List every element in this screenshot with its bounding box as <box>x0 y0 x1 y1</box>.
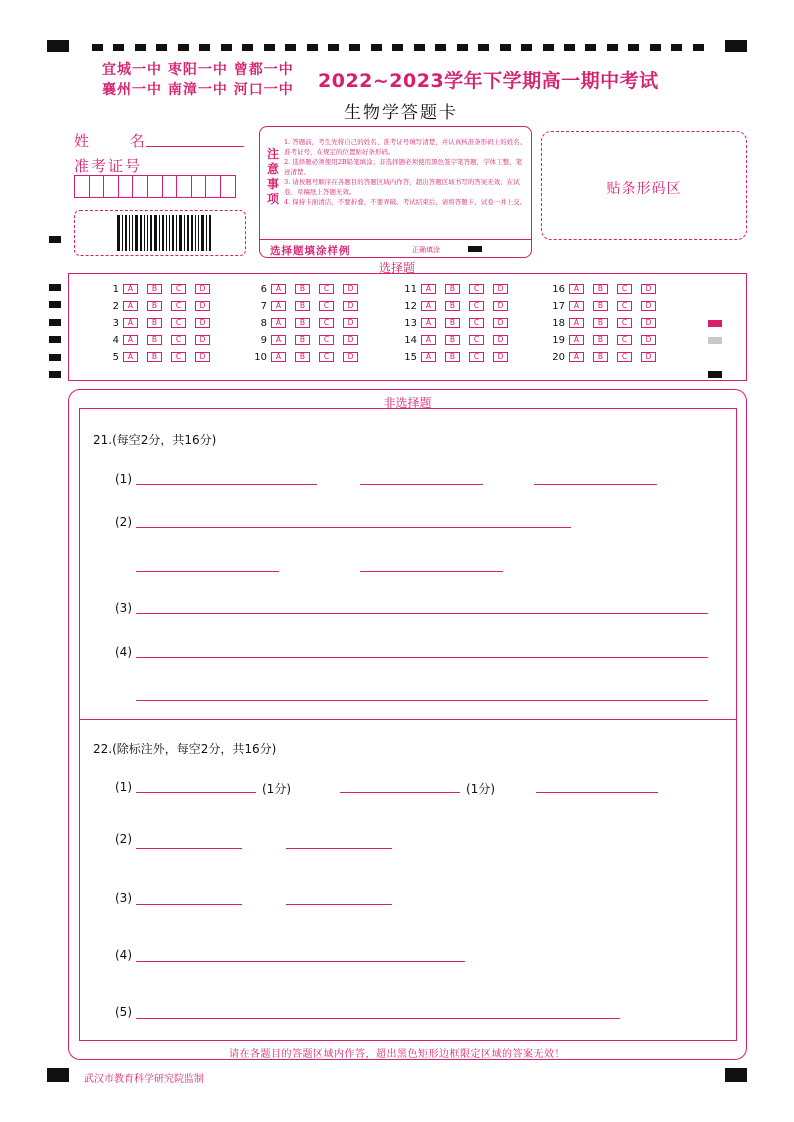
choice-question-3 <box>99 317 219 329</box>
option-bubble-d[interactable]: D <box>195 318 210 328</box>
option-bubble-a[interactable]: A <box>123 318 138 328</box>
choice-question-16 <box>545 283 665 295</box>
timing-dash <box>435 44 446 51</box>
q21-part-4-label: (4) <box>115 645 132 659</box>
exam-number-box[interactable] <box>118 175 134 198</box>
barcode-stripe <box>166 215 167 251</box>
choice-question-18 <box>545 317 665 329</box>
option-bubble-a[interactable]: A <box>271 335 286 345</box>
barcode-paste-area[interactable] <box>541 131 747 240</box>
correct-fill-label: 正确填涂 <box>412 246 440 254</box>
option-bubble-c[interactable]: C <box>617 318 632 328</box>
timing-dash <box>371 44 382 51</box>
timing-mark-row <box>92 44 704 51</box>
fill-sample-label: 选择题填涂样例 <box>270 245 351 257</box>
option-bubble-b[interactable]: B <box>295 318 310 328</box>
option-bubble-a[interactable]: A <box>569 335 584 345</box>
school-row-1: 宜城一中 枣阳一中 曾都一中 <box>102 62 294 78</box>
choice-question-4 <box>99 334 219 346</box>
option-bubble-b[interactable]: B <box>147 318 162 328</box>
timing-dash <box>199 44 210 51</box>
option-bubble-b[interactable]: B <box>295 352 310 362</box>
notice-item: 3. 请按题号顺序在各题目的答题区域内作答，超出答题区域书写的答案无效；在试卷、草稿纸上答题无效。 <box>284 178 520 196</box>
option-bubble-c[interactable]: C <box>469 352 484 362</box>
question-22-heading: 22.(除标注外，每空2分，共16分) <box>93 742 277 756</box>
option-bubble-b[interactable]: B <box>147 352 162 362</box>
timing-dash <box>693 44 704 51</box>
question-number: 1 <box>112 283 119 295</box>
barcode-stripe <box>201 215 204 251</box>
barcode-stripe <box>191 215 193 251</box>
q22-answer-line[interactable] <box>136 1018 620 1019</box>
option-bubble-d[interactable]: D <box>641 284 656 294</box>
q22-part-4-label: (4) <box>115 948 132 962</box>
barcode-stripe <box>144 215 145 251</box>
name-field[interactable] <box>146 146 244 147</box>
option-bubble-a[interactable]: A <box>421 284 436 294</box>
option-bubble-a[interactable]: A <box>421 352 436 362</box>
option-bubble-b[interactable]: B <box>445 284 460 294</box>
q21-answer-line[interactable] <box>136 613 708 614</box>
q21-part-3-label: (3) <box>115 601 132 615</box>
barcode-stripe <box>176 215 177 251</box>
q21-answer-line[interactable] <box>136 484 317 485</box>
choice-question-1 <box>99 283 219 295</box>
question-number: 15 <box>404 351 417 363</box>
q22-part-5-label: (5) <box>115 1005 132 1019</box>
option-bubble-d[interactable]: D <box>493 284 508 294</box>
q21-answer-line[interactable] <box>136 700 708 701</box>
question-number: 12 <box>404 300 417 312</box>
q21-answer-line[interactable] <box>360 484 483 485</box>
school-list <box>102 60 294 100</box>
notice-heading: 注意事项 <box>267 147 280 206</box>
option-bubble-a[interactable]: A <box>123 284 138 294</box>
q22-answer-line[interactable] <box>136 904 242 905</box>
barcode-stripe <box>179 215 182 251</box>
question-number: 6 <box>260 283 267 295</box>
exam-title: 2022~2023学年下学期高一期中考试 <box>318 70 659 92</box>
option-bubble-a[interactable]: A <box>123 335 138 345</box>
option-bubble-b[interactable]: B <box>593 318 608 328</box>
timing-dash <box>221 44 232 51</box>
notice-item: 1. 答题前，考生先将自己的姓名、准考证号填写清楚，并认真核准条形码上的姓名、准考证号，在规定的位置贴好条形码。 <box>284 138 527 156</box>
option-bubble-b[interactable]: B <box>593 284 608 294</box>
option-bubble-b[interactable]: B <box>445 318 460 328</box>
timing-dash <box>414 44 425 51</box>
option-bubble-b[interactable]: B <box>295 335 310 345</box>
choice-question-14 <box>397 334 517 346</box>
timing-dash <box>328 44 339 51</box>
q21-answer-line[interactable] <box>534 484 657 485</box>
timing-dash <box>349 44 360 51</box>
footer-supervisor: 武汉市教育科学研究院监制 <box>84 1074 204 1085</box>
timing-dash <box>478 44 489 51</box>
school-row-2: 襄州一中 南漳一中 河口一中 <box>102 82 294 98</box>
option-bubble-b[interactable]: B <box>147 301 162 311</box>
choice-question-17 <box>545 300 665 312</box>
timing-dash <box>178 44 189 51</box>
q22-answer-line[interactable] <box>536 792 658 793</box>
option-bubble-d[interactable]: D <box>195 335 210 345</box>
timing-dash <box>628 44 639 51</box>
timing-dash <box>457 44 468 51</box>
timing-dash <box>392 44 403 51</box>
option-bubble-a[interactable]: A <box>271 318 286 328</box>
barcode-stripe <box>147 215 148 251</box>
barcode-stripe <box>125 215 127 251</box>
timing-dash <box>650 44 661 51</box>
barcode-stripe <box>150 215 152 251</box>
answer-area-q22 <box>79 719 737 1040</box>
option-bubble-d[interactable]: D <box>493 352 508 362</box>
row-timing-mark <box>49 319 61 326</box>
question-number: 19 <box>552 334 565 346</box>
option-bubble-a[interactable]: A <box>271 284 286 294</box>
timing-dash <box>607 44 618 51</box>
exam-number-box[interactable] <box>74 175 90 198</box>
option-bubble-c[interactable]: C <box>319 318 334 328</box>
option-bubble-d[interactable]: D <box>343 318 358 328</box>
option-bubble-c[interactable]: C <box>319 352 334 362</box>
exam-number-box[interactable] <box>147 175 163 198</box>
choice-question-6 <box>247 283 367 295</box>
question-number: 9 <box>260 334 267 346</box>
q21-part-2-label: (2) <box>115 515 132 529</box>
q22-answer-line[interactable] <box>136 961 465 962</box>
timing-dash <box>242 44 253 51</box>
row-timing-mark <box>49 301 61 308</box>
option-bubble-a[interactable]: A <box>569 318 584 328</box>
option-bubble-c[interactable]: C <box>617 352 632 362</box>
barcode-stripe <box>122 215 123 251</box>
barcode-stripe <box>159 215 160 251</box>
option-bubble-c[interactable]: C <box>617 301 632 311</box>
option-bubble-d[interactable]: D <box>641 352 656 362</box>
option-bubble-c[interactable]: C <box>171 335 186 345</box>
corner-mark-bottom-right <box>725 1068 747 1082</box>
question-number: 4 <box>112 334 119 346</box>
q22-part-2-label: (2) <box>115 832 132 846</box>
choice-question-15 <box>397 351 517 363</box>
barcode-stripe <box>162 215 164 251</box>
option-bubble-b[interactable]: B <box>445 335 460 345</box>
question-number: 7 <box>260 300 267 312</box>
option-bubble-d[interactable]: D <box>195 284 210 294</box>
q22-answer-line[interactable] <box>340 792 460 793</box>
q22-answer-line[interactable] <box>136 848 242 849</box>
timing-dash <box>264 44 275 51</box>
choice-question-12 <box>397 300 517 312</box>
barcode-stripe <box>206 215 207 251</box>
q22-part-3-label: (3) <box>115 891 132 905</box>
color-calibration-mark <box>708 320 722 327</box>
question-number: 10 <box>254 351 267 363</box>
question-number: 18 <box>552 317 565 329</box>
q21-answer-line[interactable] <box>136 571 279 572</box>
timing-dash <box>671 44 682 51</box>
option-bubble-a[interactable]: A <box>271 352 286 362</box>
option-bubble-b[interactable]: B <box>295 301 310 311</box>
answer-area-warning: 请在各题目的答题区域内作答，超出黑色矩形边框限定区域的答案无效！ <box>229 1049 565 1060</box>
option-bubble-a[interactable]: A <box>421 335 436 345</box>
exam-number-box[interactable] <box>220 175 236 198</box>
choice-question-20 <box>545 351 665 363</box>
option-bubble-b[interactable]: B <box>593 301 608 311</box>
corner-mark-bottom-left <box>47 1068 69 1082</box>
option-bubble-a[interactable]: A <box>421 301 436 311</box>
option-bubble-d[interactable]: D <box>343 284 358 294</box>
question-number: 8 <box>260 317 267 329</box>
question-number: 17 <box>552 300 565 312</box>
option-bubble-a[interactable]: A <box>569 284 584 294</box>
option-bubble-d[interactable]: D <box>195 352 210 362</box>
option-bubble-c[interactable]: C <box>319 335 334 345</box>
option-bubble-d[interactable]: D <box>641 335 656 345</box>
timing-dash <box>543 44 554 51</box>
answer-area-bottom-rule <box>79 1040 737 1041</box>
q21-part-1-label: (1) <box>115 472 132 486</box>
option-bubble-c[interactable]: C <box>469 335 484 345</box>
exam-number-boxes[interactable] <box>74 175 235 198</box>
timing-dash <box>285 44 296 51</box>
barcode-stripe <box>172 215 174 251</box>
choice-question-10 <box>247 351 367 363</box>
choice-section <box>68 273 747 381</box>
option-bubble-b[interactable]: B <box>445 352 460 362</box>
option-bubble-a[interactable]: A <box>421 318 436 328</box>
option-bubble-d[interactable]: D <box>641 318 656 328</box>
fill-sample-row <box>260 239 531 259</box>
subject-title: 生物学答题卡 <box>344 103 458 123</box>
question-number: 3 <box>112 317 119 329</box>
exam-number-box[interactable] <box>103 175 119 198</box>
q22-answer-line[interactable] <box>286 848 392 849</box>
nonchoice-section-title: 非选择题 <box>383 396 432 410</box>
row-timing-mark <box>49 354 61 361</box>
timing-dash <box>564 44 575 51</box>
barcode-stripe <box>184 215 185 251</box>
timing-dash <box>135 44 146 51</box>
option-bubble-c[interactable]: C <box>319 301 334 311</box>
option-bubble-a[interactable]: A <box>569 352 584 362</box>
barcode-stripe <box>129 215 130 251</box>
option-bubble-d[interactable]: D <box>343 301 358 311</box>
option-bubble-c[interactable]: C <box>171 318 186 328</box>
option-bubble-d[interactable]: D <box>493 318 508 328</box>
timing-dash <box>156 44 167 51</box>
exam-number-box[interactable] <box>191 175 207 198</box>
exam-number-label: 准考证号 <box>74 157 143 175</box>
choice-question-19 <box>545 334 665 346</box>
q21-answer-line[interactable] <box>136 527 571 528</box>
question-number: 11 <box>404 283 417 295</box>
row-timing-mark <box>49 284 61 291</box>
question-number: 16 <box>552 283 565 295</box>
barcode-stripe <box>187 215 189 251</box>
barcode-stripe <box>198 215 199 251</box>
option-bubble-b[interactable]: B <box>147 335 162 345</box>
option-bubble-c[interactable]: C <box>617 284 632 294</box>
question-number: 14 <box>404 334 417 346</box>
option-bubble-c[interactable]: C <box>319 284 334 294</box>
points-note: (1分) <box>262 782 291 796</box>
timing-dash <box>307 44 318 51</box>
barcode-stripe <box>209 215 211 251</box>
notice-box <box>259 126 532 258</box>
barcode-stripe <box>140 215 142 251</box>
barcode-paste-label: 贴条形码区 <box>606 181 682 197</box>
barcode-image <box>117 215 213 251</box>
corner-mark-top-right <box>725 40 747 52</box>
corner-mark-top-left <box>47 40 69 52</box>
option-bubble-c[interactable]: C <box>617 335 632 345</box>
timing-dash <box>500 44 511 51</box>
exam-number-box[interactable] <box>205 175 221 198</box>
barcode-stripe <box>154 215 157 251</box>
option-bubble-b[interactable]: B <box>593 352 608 362</box>
option-bubble-c[interactable]: C <box>469 318 484 328</box>
option-bubble-b[interactable]: B <box>593 335 608 345</box>
correct-fill-sample <box>468 246 482 252</box>
option-bubble-d[interactable]: D <box>195 301 210 311</box>
timing-dash <box>113 44 124 51</box>
q22-answer-line[interactable] <box>136 792 256 793</box>
q21-answer-line[interactable] <box>360 571 503 572</box>
q22-part-1-label: (1) <box>115 780 132 794</box>
choice-question-8 <box>247 317 367 329</box>
side-mark <box>49 236 61 243</box>
option-bubble-c[interactable]: C <box>469 301 484 311</box>
barcode-stripe <box>135 215 138 251</box>
timing-dash <box>92 44 103 51</box>
option-bubble-c[interactable]: C <box>469 284 484 294</box>
option-bubble-c[interactable]: C <box>171 284 186 294</box>
choice-question-13 <box>397 317 517 329</box>
question-number: 13 <box>404 317 417 329</box>
option-bubble-c[interactable]: C <box>171 352 186 362</box>
question-number: 20 <box>552 351 565 363</box>
barcode-stripe <box>132 215 133 251</box>
exam-number-box[interactable] <box>176 175 192 198</box>
choice-question-5 <box>99 351 219 363</box>
option-bubble-a[interactable]: A <box>123 301 138 311</box>
answer-area-q21 <box>79 408 737 719</box>
points-note: (1分) <box>466 782 495 796</box>
option-bubble-d[interactable]: D <box>493 301 508 311</box>
timing-dash <box>585 44 596 51</box>
choice-question-7 <box>247 300 367 312</box>
choice-section-title: 选择题 <box>378 261 415 275</box>
option-bubble-d[interactable]: D <box>493 335 508 345</box>
option-bubble-b[interactable]: B <box>295 284 310 294</box>
option-bubble-c[interactable]: C <box>171 301 186 311</box>
exam-number-box[interactable] <box>89 175 105 198</box>
q21-answer-line[interactable] <box>136 657 708 658</box>
option-bubble-b[interactable]: B <box>147 284 162 294</box>
row-timing-mark <box>49 336 61 343</box>
barcode-box <box>74 210 246 256</box>
question-number: 2 <box>112 300 119 312</box>
option-bubble-b[interactable]: B <box>445 301 460 311</box>
choice-question-9 <box>247 334 367 346</box>
barcode-stripe <box>117 215 120 251</box>
option-bubble-a[interactable]: A <box>123 352 138 362</box>
exam-number-box[interactable] <box>162 175 178 198</box>
question-number: 5 <box>112 351 119 363</box>
exam-number-box[interactable] <box>132 175 148 198</box>
notice-list <box>284 137 528 207</box>
timing-dash <box>521 44 532 51</box>
barcode-stripe <box>195 215 196 251</box>
option-bubble-a[interactable]: A <box>569 301 584 311</box>
name-label: 姓 名 <box>74 132 163 150</box>
option-bubble-d[interactable]: D <box>343 335 358 345</box>
option-bubble-d[interactable]: D <box>641 301 656 311</box>
color-calibration-mark <box>708 337 722 344</box>
notice-item: 2. 选择题必须使用2B铅笔填涂；非选择题必须使用黑色签字笔答题，字体工整、笔迹清楚。 <box>284 158 523 176</box>
notice-item: 4. 保持卡面清洁，不要折叠、不要弄破。考试结束后，请将答题卡、试卷一并上交。 <box>284 198 527 206</box>
choice-question-11 <box>397 283 517 295</box>
question-21-heading: 21.(每空2分，共16分) <box>93 433 217 447</box>
option-bubble-a[interactable]: A <box>271 301 286 311</box>
row-timing-mark <box>49 371 61 378</box>
barcode-stripe <box>169 215 170 251</box>
color-calibration-mark <box>708 371 722 378</box>
choice-question-2 <box>99 300 219 312</box>
q22-answer-line[interactable] <box>286 904 392 905</box>
option-bubble-d[interactable]: D <box>343 352 358 362</box>
